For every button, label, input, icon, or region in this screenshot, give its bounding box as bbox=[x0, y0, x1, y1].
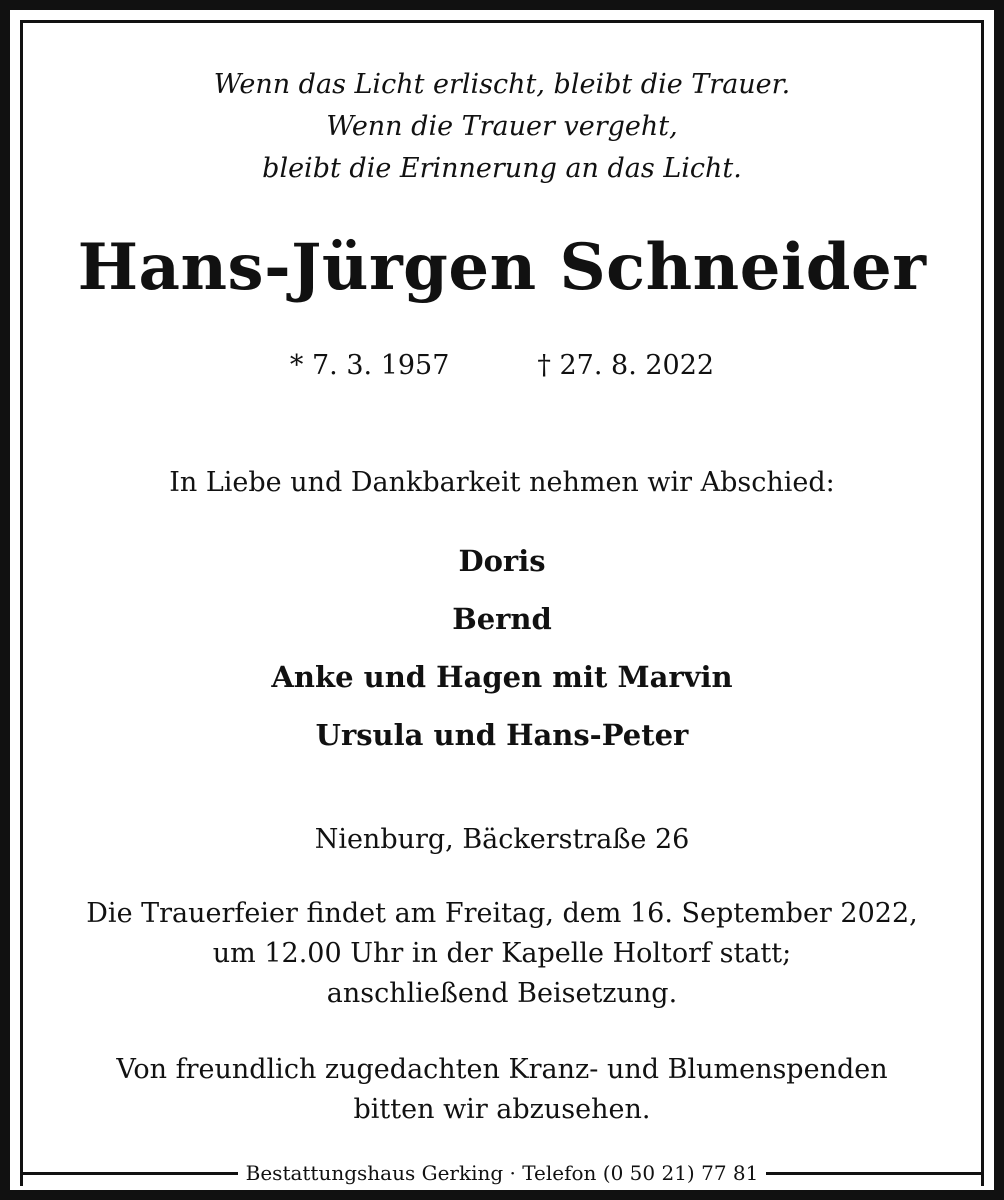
footer bbox=[20, 1158, 984, 1188]
ceremony-line: um 12.00 Uhr in der Kapelle Holtorf statt; bbox=[212, 938, 792, 969]
funeral-home-contact: Bestattungshaus Gerking · Telefon (0 50 21) 77 81 bbox=[245, 1161, 759, 1185]
mourner-name: Ursula und Hans-Peter bbox=[315, 718, 689, 752]
mourners-list bbox=[0, 532, 1004, 764]
poem-line: Wenn die Trauer vergeht, bbox=[326, 111, 678, 142]
poem-line: bleibt die Erinnerung an das Licht. bbox=[262, 153, 742, 184]
ceremony-line: anschließend Beisetzung. bbox=[326, 978, 678, 1009]
poem-line: Wenn das Licht erlischt, bleibt die Trauer. bbox=[213, 69, 791, 100]
mourner-name: Bernd bbox=[452, 602, 552, 636]
birth-date: * 7. 3. 1957 bbox=[289, 350, 450, 381]
footer-rule-left bbox=[20, 1172, 238, 1175]
flowers-line: Von freundlich zugedachten Kranz- und Blumenspenden bbox=[116, 1054, 888, 1085]
death-date: † 27. 8. 2022 bbox=[537, 350, 715, 381]
life-dates bbox=[0, 346, 1004, 386]
poem bbox=[0, 64, 1004, 190]
ceremony-notice bbox=[0, 894, 1004, 1014]
family-address: Nienburg, Bäckerstraße 26 bbox=[314, 824, 690, 855]
mourner-name: Doris bbox=[458, 544, 546, 578]
flowers-line: bitten wir abzusehen. bbox=[353, 1094, 651, 1125]
footer-rule-right bbox=[766, 1172, 984, 1175]
flowers-notice bbox=[0, 1050, 1004, 1130]
deceased-name: Hans-Jürgen Schneider bbox=[77, 230, 927, 305]
farewell-intro: In Liebe und Dankbarkeit nehmen wir Abschied: bbox=[169, 467, 835, 498]
mourner-name: Anke und Hagen mit Marvin bbox=[271, 660, 733, 694]
ceremony-line: Die Trauerfeier findet am Freitag, dem 16. September 2022, bbox=[86, 898, 918, 929]
